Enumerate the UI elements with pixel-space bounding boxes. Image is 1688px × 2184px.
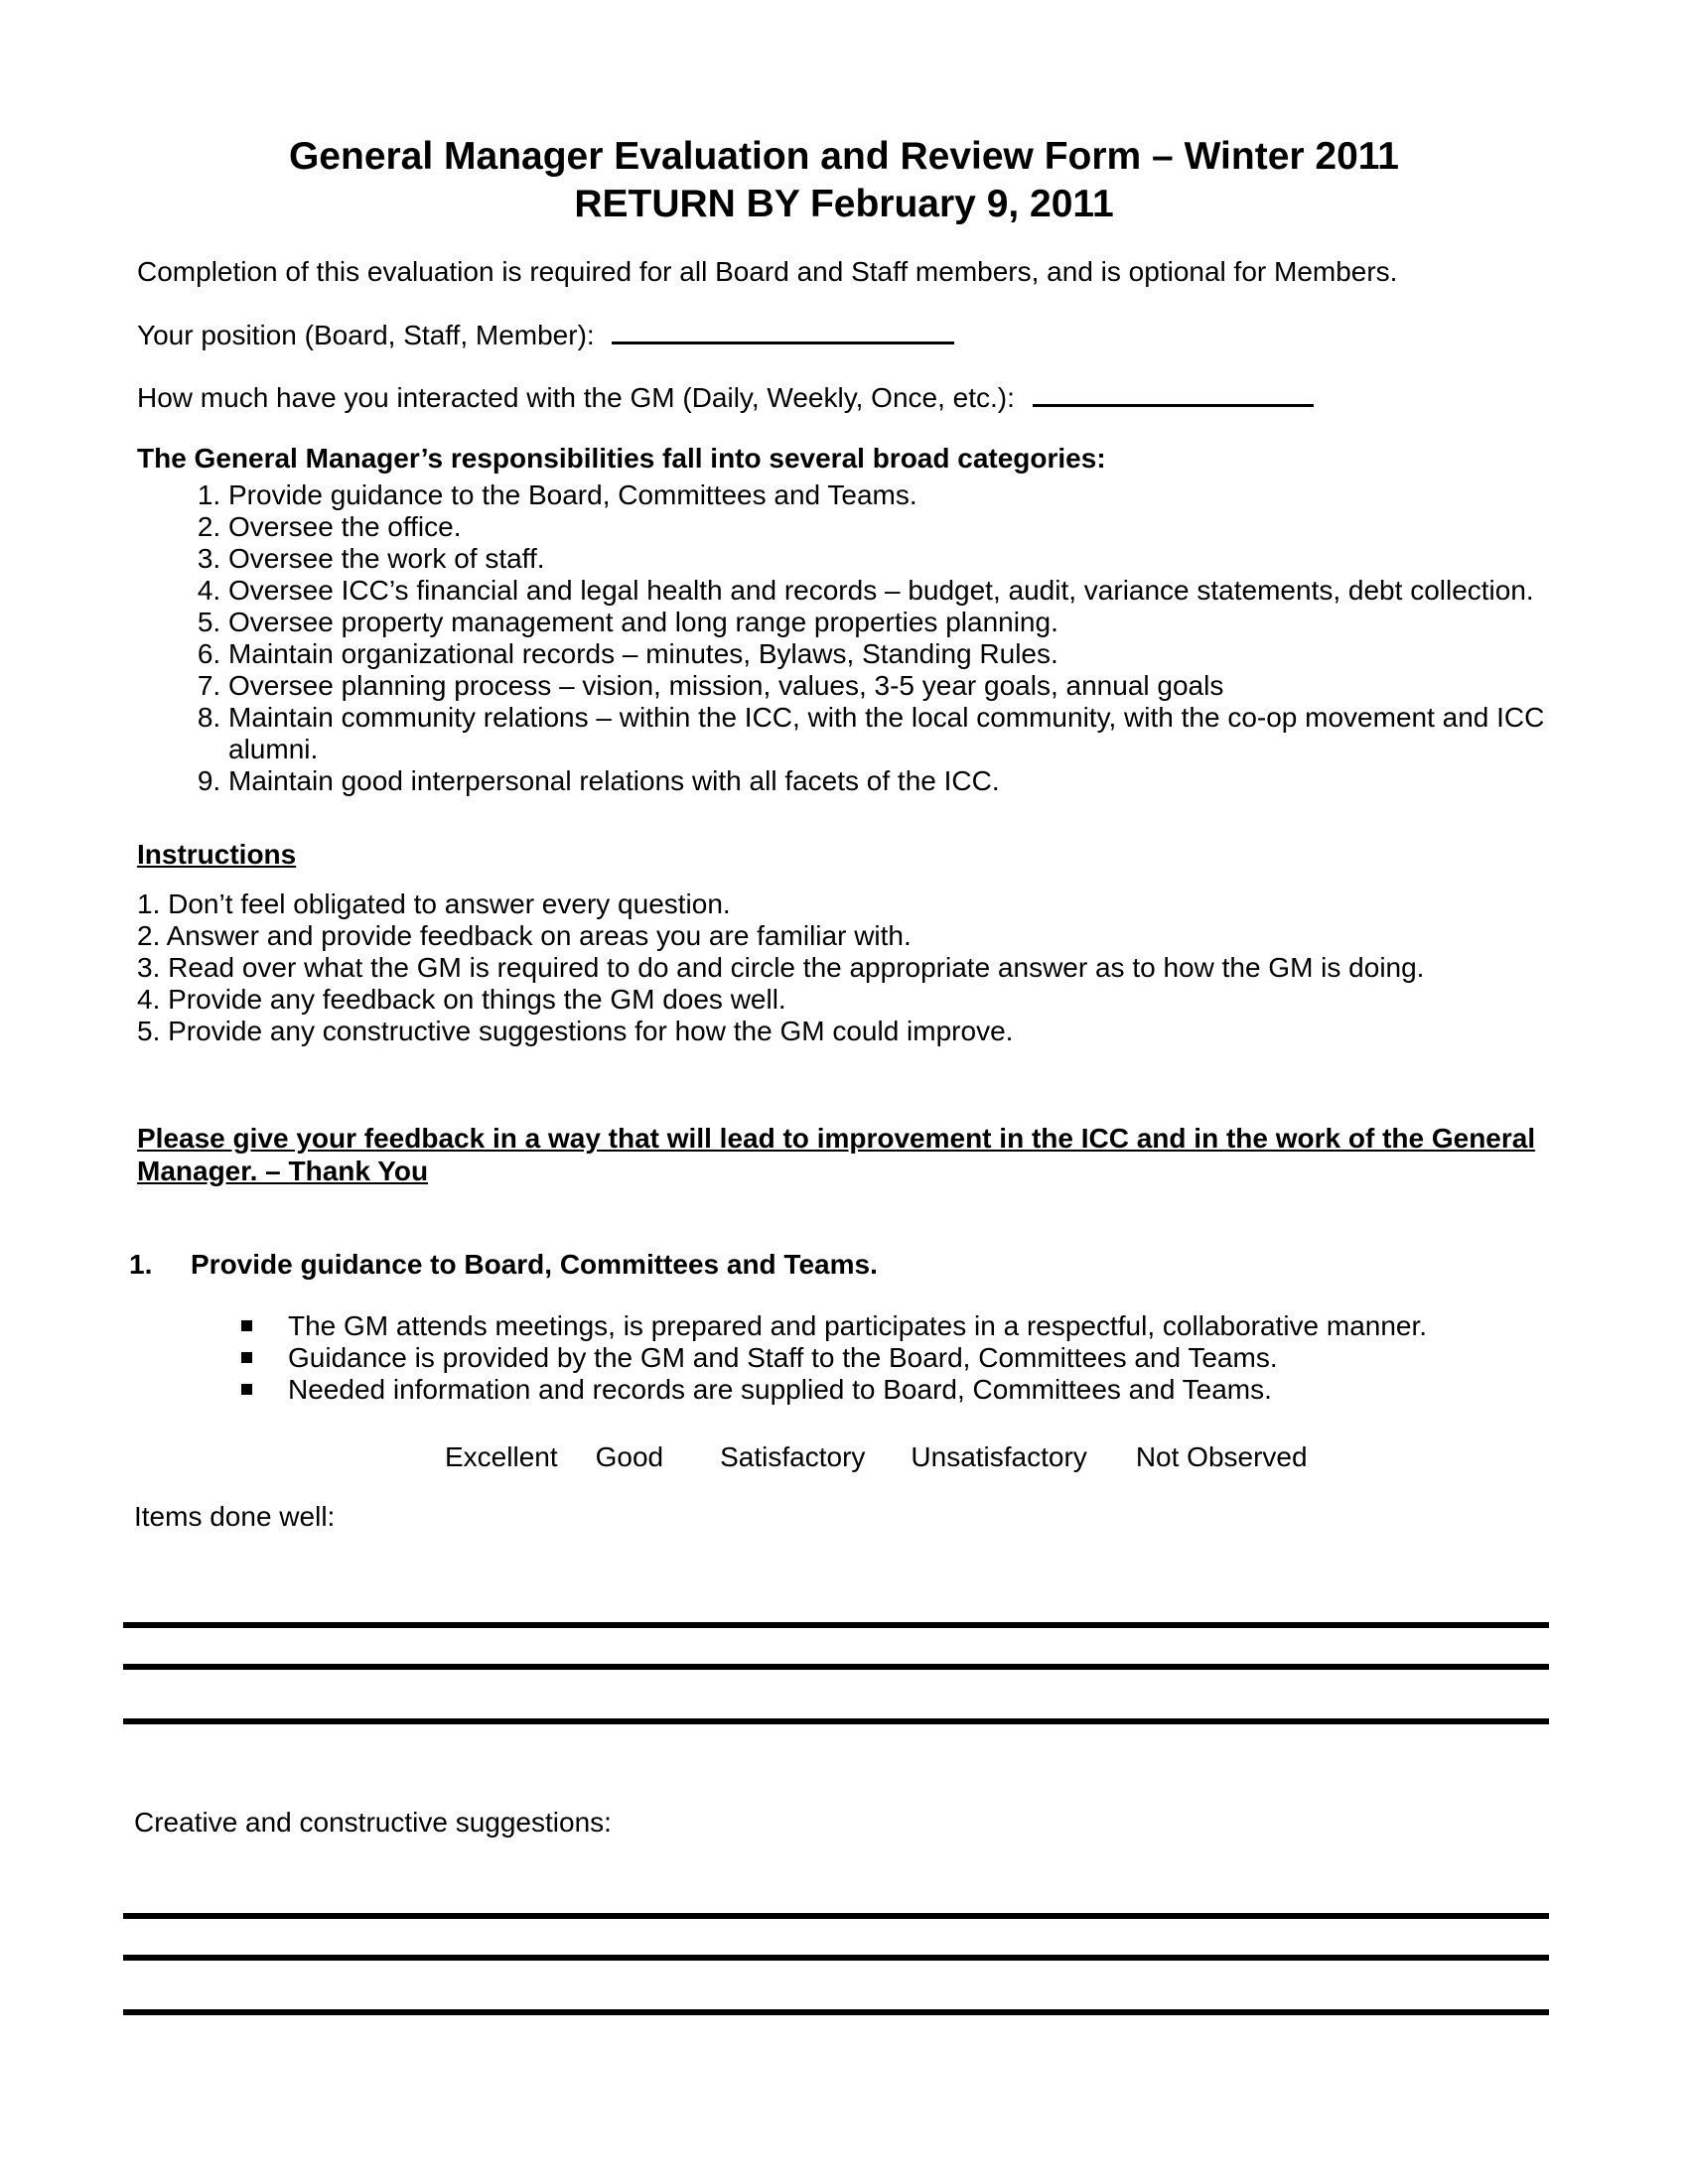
section1-heading-text: Provide guidance to Board, Committees and Teams. xyxy=(191,1249,878,1280)
answer-line[interactable] xyxy=(123,2009,1549,2015)
square-bullet-icon xyxy=(241,1384,252,1395)
bullet-text: Guidance is provided by the GM and Staff to the Board, Committees and Teams. xyxy=(288,1342,1278,1373)
responsibility-item: 9. Maintain good interpersonal relations with all facets of the ICC. xyxy=(228,765,1559,797)
rating-option-unsatisfactory[interactable]: Unsatisfactory xyxy=(911,1441,1087,1472)
instruction-item: 2. Answer and provide feedback on areas you are familiar with. xyxy=(137,920,912,951)
answer-line[interactable] xyxy=(123,1913,1549,1919)
responsibilities-heading: The General Manager’s responsibilities fall into several broad categories: xyxy=(137,443,1106,474)
items-done-well-label: Items done well: xyxy=(134,1501,336,1532)
position-input-blank[interactable] xyxy=(612,318,954,344)
instruction-item: 5. Provide any constructive suggestions for how the GM could improve. xyxy=(137,1016,1014,1046)
bullet-item xyxy=(241,1342,1562,1374)
interaction-row xyxy=(137,380,1646,414)
instruction-item: 1. Don’t feel obligated to answer every question. xyxy=(137,888,731,919)
section1-number: 1. xyxy=(129,1249,153,1280)
responsibility-item: 3. Oversee the work of staff. xyxy=(228,543,1559,575)
answer-line[interactable] xyxy=(123,1718,1549,1724)
position-label: Your position (Board, Staff, Member): xyxy=(137,320,595,350)
responsibility-item: 2. Oversee the office. xyxy=(228,511,1559,543)
responsibility-item: 6. Maintain organizational records – minutes, Bylaws, Standing Rules. xyxy=(228,638,1559,670)
rating-option-excellent[interactable]: Excellent xyxy=(445,1441,558,1472)
rating-option-not-observed[interactable]: Not Observed xyxy=(1135,1441,1308,1472)
completion-note: Completion of this evaluation is required for all Board and Staff members, and is optional for Members. xyxy=(137,256,1398,287)
section1-bullet-list xyxy=(241,1310,1562,1406)
return-by-line: RETURN BY February 9, 2011 xyxy=(574,183,1114,225)
interaction-label: How much have you interacted with the GM (Daily, Weekly, Once, etc.): xyxy=(137,382,1015,413)
section1-heading xyxy=(129,1249,1569,1281)
square-bullet-icon xyxy=(241,1352,252,1363)
responsibilities-list xyxy=(137,479,1559,797)
rating-options-row xyxy=(445,1441,1308,1473)
rating-option-satisfactory[interactable]: Satisfactory xyxy=(720,1441,866,1472)
page-title-line1: General Manager Evaluation and Review Form – Winter 2011 xyxy=(288,135,1400,178)
instruction-item: 4. Provide any feedback on things the GM does well. xyxy=(137,984,786,1015)
instructions-heading: Instructions xyxy=(137,839,297,870)
feedback-note: Please give your feedback in a way that will lead to improvement in the ICC and in the work of the General Manager. – Thank You xyxy=(137,1123,1536,1186)
interaction-input-blank[interactable] xyxy=(1033,380,1314,407)
responsibility-item: 1. Provide guidance to the Board, Committees and Teams. xyxy=(228,479,1559,511)
instruction-item: 3. Read over what the GM is required to do and circle the appropriate answer as to how the GM is doing. xyxy=(137,952,1425,983)
answer-line[interactable] xyxy=(123,1622,1549,1628)
responsibility-item: 7. Oversee planning process – vision, mission, values, 3-5 year goals, annual goals xyxy=(228,670,1559,702)
rating-option-good[interactable]: Good xyxy=(595,1441,664,1472)
responsibility-item: 5. Oversee property management and long range properties planning. xyxy=(228,607,1559,638)
bullet-text: Needed information and records are supplied to Board, Committees and Teams. xyxy=(288,1374,1272,1405)
suggestions-label: Creative and constructive suggestions: xyxy=(134,1807,612,1838)
position-row xyxy=(137,318,1626,351)
bullet-item xyxy=(241,1374,1562,1406)
page-title xyxy=(0,133,1688,228)
bullet-text: The GM attends meetings, is prepared and participates in a respectful, collaborative manner. xyxy=(288,1310,1428,1341)
responsibility-item: 4. Oversee ICC’s financial and legal health and records – budget, audit, variance statements, debt collection. xyxy=(228,575,1559,607)
responsibility-item: 8. Maintain community relations – within the ICC, with the local community, with the co-op movement and ICC alumni. xyxy=(228,702,1559,765)
bullet-item xyxy=(241,1310,1562,1342)
answer-line[interactable] xyxy=(123,1664,1549,1670)
answer-line[interactable] xyxy=(123,1955,1549,1961)
instructions-list xyxy=(137,888,1557,1047)
square-bullet-icon xyxy=(241,1320,252,1331)
